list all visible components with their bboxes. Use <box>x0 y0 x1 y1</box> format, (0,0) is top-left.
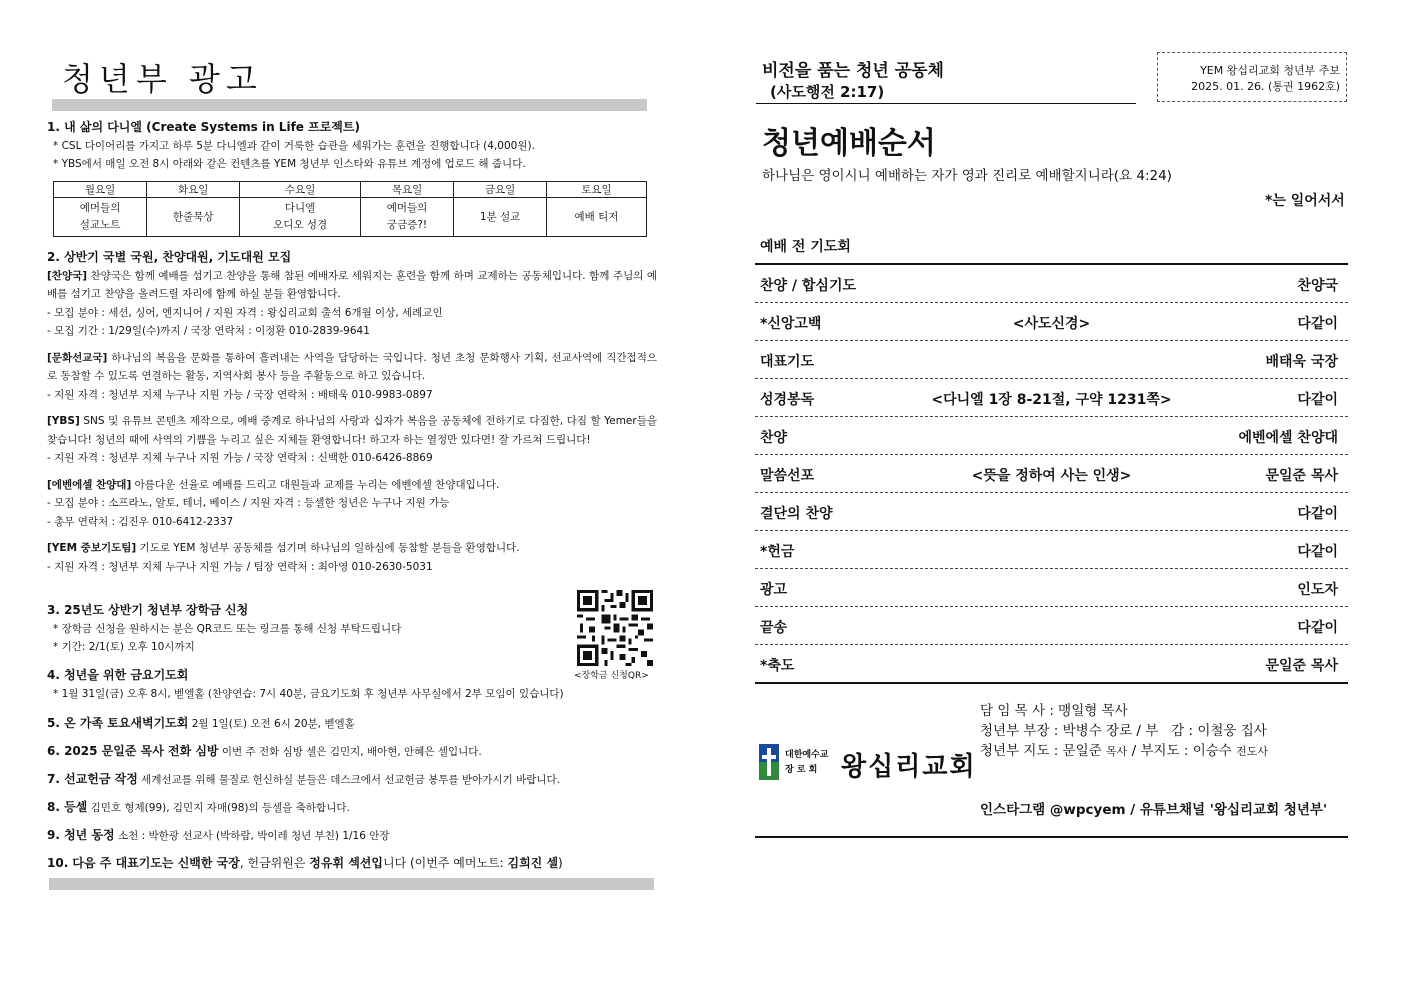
footer-divider <box>755 836 1348 838</box>
order-row <box>755 645 1348 684</box>
order-item-name: 말씀선포 <box>760 468 815 484</box>
vision-heading: 비전을 품는 청년 공동체 <box>762 61 944 81</box>
paragraph-tag: [에벤에셀 찬양대] <box>47 478 132 491</box>
announcement-line <box>47 854 657 876</box>
denomination-label: 대한예수교 장 로 회 <box>785 750 829 775</box>
content-schedule-table <box>53 181 647 237</box>
section-line: * 기간: 2/1(토) 오후 10시까지 <box>53 641 195 653</box>
order-item-name: 광고 <box>760 582 788 598</box>
section-line: - 지원 자격 : 청년부 지체 누구나 지원 가능 / 국장 연락처 : 배태욱 010-9983-0897 <box>47 388 433 401</box>
section-heading: 4. 청년을 위한 금요기도회 <box>47 668 189 682</box>
table-cell: 다니엘 오디오 성경 <box>240 198 361 237</box>
qr-caption: <장학금 신청QR> <box>574 671 649 681</box>
order-item-leader: 배태욱 국장 <box>1265 354 1338 370</box>
paragraph-tag: [찬양국] <box>47 269 88 282</box>
announcement-section-1 <box>47 118 657 174</box>
section-text: 2월 1일(토) 오전 6시 20분, 벧엘홀 <box>191 718 355 730</box>
table-header: 화요일 <box>147 182 240 198</box>
scholarship-qr-code[interactable] <box>576 590 654 666</box>
bulletin-name: YEM 왕십리교회 청년부 주보 <box>1200 64 1340 77</box>
footer-divider <box>49 878 654 890</box>
order-row <box>755 493 1348 531</box>
paragraph <box>47 267 657 304</box>
offering-team: 정유휘 섹션입 <box>309 856 383 870</box>
order-row <box>755 341 1348 379</box>
table-header: 월요일 <box>54 182 147 198</box>
section-line: * 1월 31일(금) 오후 8시, 벧엘홀 (찬양연습: 7시 40분, 금요기도회 후 청년부 사무실에서 2부 모임이 있습니다) <box>53 687 564 700</box>
order-row <box>755 607 1348 645</box>
bulletin-info-box <box>1157 52 1347 102</box>
paragraph-text: 하나님의 복음을 문화를 통하여 흘려내는 사역을 담당하는 국입니다. 청년 초청 문화행사 기획, 선교사역에 직간접적으로 동참할 수 있도록 연결하는 활동, 지역사회 봉사 등을 주활동으로 하고 있습니다. <box>47 351 657 382</box>
announcement-line <box>47 798 657 826</box>
table-header: 토요일 <box>546 182 646 198</box>
paragraph <box>47 412 657 449</box>
order-item-leader: 인도자 <box>1297 582 1338 598</box>
table-cell: 1분 설교 <box>454 198 547 237</box>
church-name: 왕십리교회 <box>841 752 977 782</box>
order-row <box>755 226 1348 265</box>
paragraph-text: 기도로 YEM 청년부 공동체를 섬기며 하나님의 일하심에 동참할 분들을 환영합니다. <box>139 542 520 554</box>
staff-list <box>980 701 1268 762</box>
order-item-leader: 문일준 목사 <box>1265 468 1338 484</box>
section-text: 김민호 형제(99), 김민지 자매(98)의 등셀을 축하합니다. <box>90 802 350 814</box>
order-item-name: 찬양 <box>760 430 788 446</box>
section-text: , 헌금위원은 <box>239 856 310 870</box>
section-line: * CSL 다이어리를 가지고 하루 5분 다니엘과 같이 거룩한 습관을 세워가는 훈련을 진행합니다 (4,000원). <box>53 139 535 152</box>
order-item-detail: <다니엘 1장 8-21절, 구약 1231쪽> <box>931 392 1172 408</box>
order-item-name: 결단의 찬양 <box>760 506 833 522</box>
announcement-line <box>47 770 657 798</box>
order-item-name: *신앙고백 <box>760 316 822 332</box>
order-row <box>755 455 1348 493</box>
section-text: ) <box>558 856 563 870</box>
order-row <box>755 569 1348 607</box>
paragraph <box>47 349 657 386</box>
church-logo <box>759 744 977 784</box>
order-item-leader: 다같이 <box>1297 392 1338 408</box>
prayer-leader: 신백한 국장 <box>177 856 240 870</box>
announcement-section-4 <box>47 666 657 703</box>
order-row <box>755 417 1348 455</box>
paragraph-tag: [YBS] <box>47 415 80 427</box>
order-item-leader: 에벤에셀 찬양대 <box>1238 430 1338 446</box>
worship-order-list <box>755 226 1348 684</box>
section-heading: 6. 2025 문일준 목사 전화 심방 <box>47 744 219 758</box>
section-heading: 9. 청년 동정 <box>47 828 115 842</box>
order-item-name: 끝송 <box>760 620 788 636</box>
vision-reference: (사도행전 2:17) <box>770 83 885 101</box>
section-line: - 모집 기간 : 1/29일(수)까지 / 국장 연락처 : 이정환 010-2839-9641 <box>47 325 370 337</box>
order-item-leader: 문일준 목사 <box>1265 658 1338 674</box>
section-heading: 5. 온 가족 토요새벽기도회 <box>47 716 189 730</box>
order-row <box>755 265 1348 303</box>
order-item-leader: 다같이 <box>1297 544 1338 560</box>
order-item-name: *헌금 <box>760 544 795 560</box>
table-cell: 예머들의 궁금증?! <box>360 198 453 237</box>
paragraph-tag: [문화선교국] <box>47 351 108 364</box>
page-title: 청년부 광고 <box>62 60 263 98</box>
section-text: 니다 (이번주 예머노트: <box>383 856 508 870</box>
section-heading: 7. 선교헌금 작정 <box>47 772 138 786</box>
title-divider <box>52 99 647 111</box>
section-line: - 모집 분야 : 소프라노, 알토, 테너, 베이스 / 지원 자격 : 등셀한 청년은 누구나 지원 가능 <box>47 497 450 509</box>
order-row <box>755 531 1348 569</box>
table-cell: 예머들의 설교노트 <box>54 198 147 237</box>
paragraph-tag: [YEM 중보기도팀] <box>47 542 137 554</box>
order-row <box>755 379 1348 417</box>
section-line: - 총무 연락처 : 김진우 010-6412-2337 <box>47 515 234 528</box>
section-heading: 1. 내 삶의 다니엘 (Create Systems in Life 프로젝트) <box>47 120 360 134</box>
cross-icon <box>759 744 779 780</box>
stand-note: *는 일어서서 <box>1265 193 1345 209</box>
section-text: 소천 : 박한광 선교사 (박하람, 박이레 청년 부친) 1/16 안장 <box>117 830 390 842</box>
table-cell: 한줄묵상 <box>147 198 240 237</box>
paragraph <box>47 539 657 558</box>
section-heading: 2. 상반기 국별 국원, 찬양대원, 기도대원 모집 <box>47 250 292 264</box>
order-item-detail: <사도신경> <box>1012 316 1091 332</box>
order-item-name: *축도 <box>760 658 795 674</box>
section-line: * YBS에서 매일 오전 8시 아래와 같은 컨텐츠를 YEM 청년부 인스타와 유튜브 계정에 업로드 해 줍니다. <box>53 158 526 170</box>
section-heading: 10. 다음 주 대표기도는 <box>47 856 178 870</box>
paragraph-text: 찬양국은 함께 예배를 섬기고 찬양을 통해 참된 예배자로 세워지는 훈련을 함께 하며 교제하는 공동체입니다. 함께 주님의 예배를 섬기고 찬양을 올려드릴 자리에 함께 하실 분들 환영합니다. <box>47 269 657 300</box>
order-row <box>755 303 1348 341</box>
order-item-leader: 찬양국 <box>1297 278 1338 294</box>
bulletin-date: 2025. 01. 26. (통권 1962호) <box>1191 80 1340 93</box>
announcement-sections-5-10 <box>47 714 657 876</box>
table-cell: 예배 티저 <box>546 198 646 237</box>
paragraph <box>47 476 657 495</box>
announcement-line <box>47 714 657 742</box>
section-text: 이번 주 전화 심방 셀은 김민지, 배아현, 안혜은 셀입니다. <box>221 746 482 758</box>
order-item-leader: 다같이 <box>1297 620 1338 636</box>
note-cell: 김희진 셀 <box>507 856 559 870</box>
table-header: 금요일 <box>454 182 547 198</box>
section-text: 세계선교를 위해 물질로 헌신하실 분들은 데스크에서 선교헌금 봉투를 받아가시기 바랍니다. <box>141 774 560 786</box>
section-line: - 모집 분야 : 세션, 싱어, 엔지니어 / 지원 자격 : 왕십리교회 출석 6개월 이상, 세례교인 <box>47 306 443 319</box>
announcement-line <box>47 826 657 854</box>
section-line: - 지원 자격 : 청년부 지체 누구나 지원 가능 / 국장 연락처 : 신백한 010-6426-8869 <box>47 452 433 464</box>
table-header: 수요일 <box>240 182 361 198</box>
announcement-line <box>47 742 657 770</box>
staff-line: 담 임 목 사 : 맹일형 목사 <box>980 703 1128 719</box>
order-item-name: 대표기도 <box>760 354 815 370</box>
section-heading: 8. 등셀 <box>47 800 88 814</box>
order-item-name: 성경봉독 <box>760 392 815 408</box>
worship-order-title: 청년예배순서 <box>762 126 936 161</box>
staff-line: 청년부 지도 : 문일준 목사 / 부지도 : 이승수 전도사 <box>980 743 1269 759</box>
table-header: 목요일 <box>360 182 453 198</box>
paragraph-text: SNS 및 유튜브 콘텐츠 제작으로, 예배 중계로 하나님의 사랑과 십자가 복음을 공동체에 전하기로 다짐한, 다짐 할 Yemer들을 찾습니다! 청년의 때에 사역의 기쁨을 누리고 싶은 지체들 환영합니다! 하고자 하는 열정만 있다면! 잘 가르쳐 드립니다! <box>47 415 657 446</box>
staff-line: 청년부 부장 : 박병수 장로 / 부 감 : 이철웅 집사 <box>980 723 1267 739</box>
header-divider <box>756 103 1136 104</box>
order-item-name: 예배 전 기도회 <box>760 239 851 255</box>
order-item-name: 찬양 / 합심기도 <box>760 278 857 294</box>
section-heading: 3. 25년도 상반기 청년부 장학금 신청 <box>47 603 249 617</box>
announcement-section-2 <box>47 248 657 576</box>
worship-verse: 하나님은 영이시니 예배하는 자가 영과 진리로 예배할지니라(요 4:24) <box>762 168 1172 184</box>
announcement-section-3 <box>47 601 567 657</box>
order-item-leader: 다같이 <box>1297 316 1338 332</box>
paragraph-text: 아름다운 선율로 예배를 드리고 대원들과 교제를 누리는 에벤에셀 찬양대입니다. <box>134 478 500 491</box>
section-line: * 장학금 신청을 원하시는 분은 QR코드 또는 링크를 통해 신청 부탁드립니다 <box>53 622 402 635</box>
section-line: - 지원 자격 : 청년부 지체 누구나 지원 가능 / 팀장 연락처 : 최아영 010-2630-5031 <box>47 560 433 573</box>
order-item-detail: <뜻을 정하여 사는 인생> <box>971 468 1132 484</box>
social-links: 인스타그램 @wpcyem / 유튜브채널 '왕십리교회 청년부' <box>980 802 1328 818</box>
order-item-leader: 다같이 <box>1297 506 1338 522</box>
